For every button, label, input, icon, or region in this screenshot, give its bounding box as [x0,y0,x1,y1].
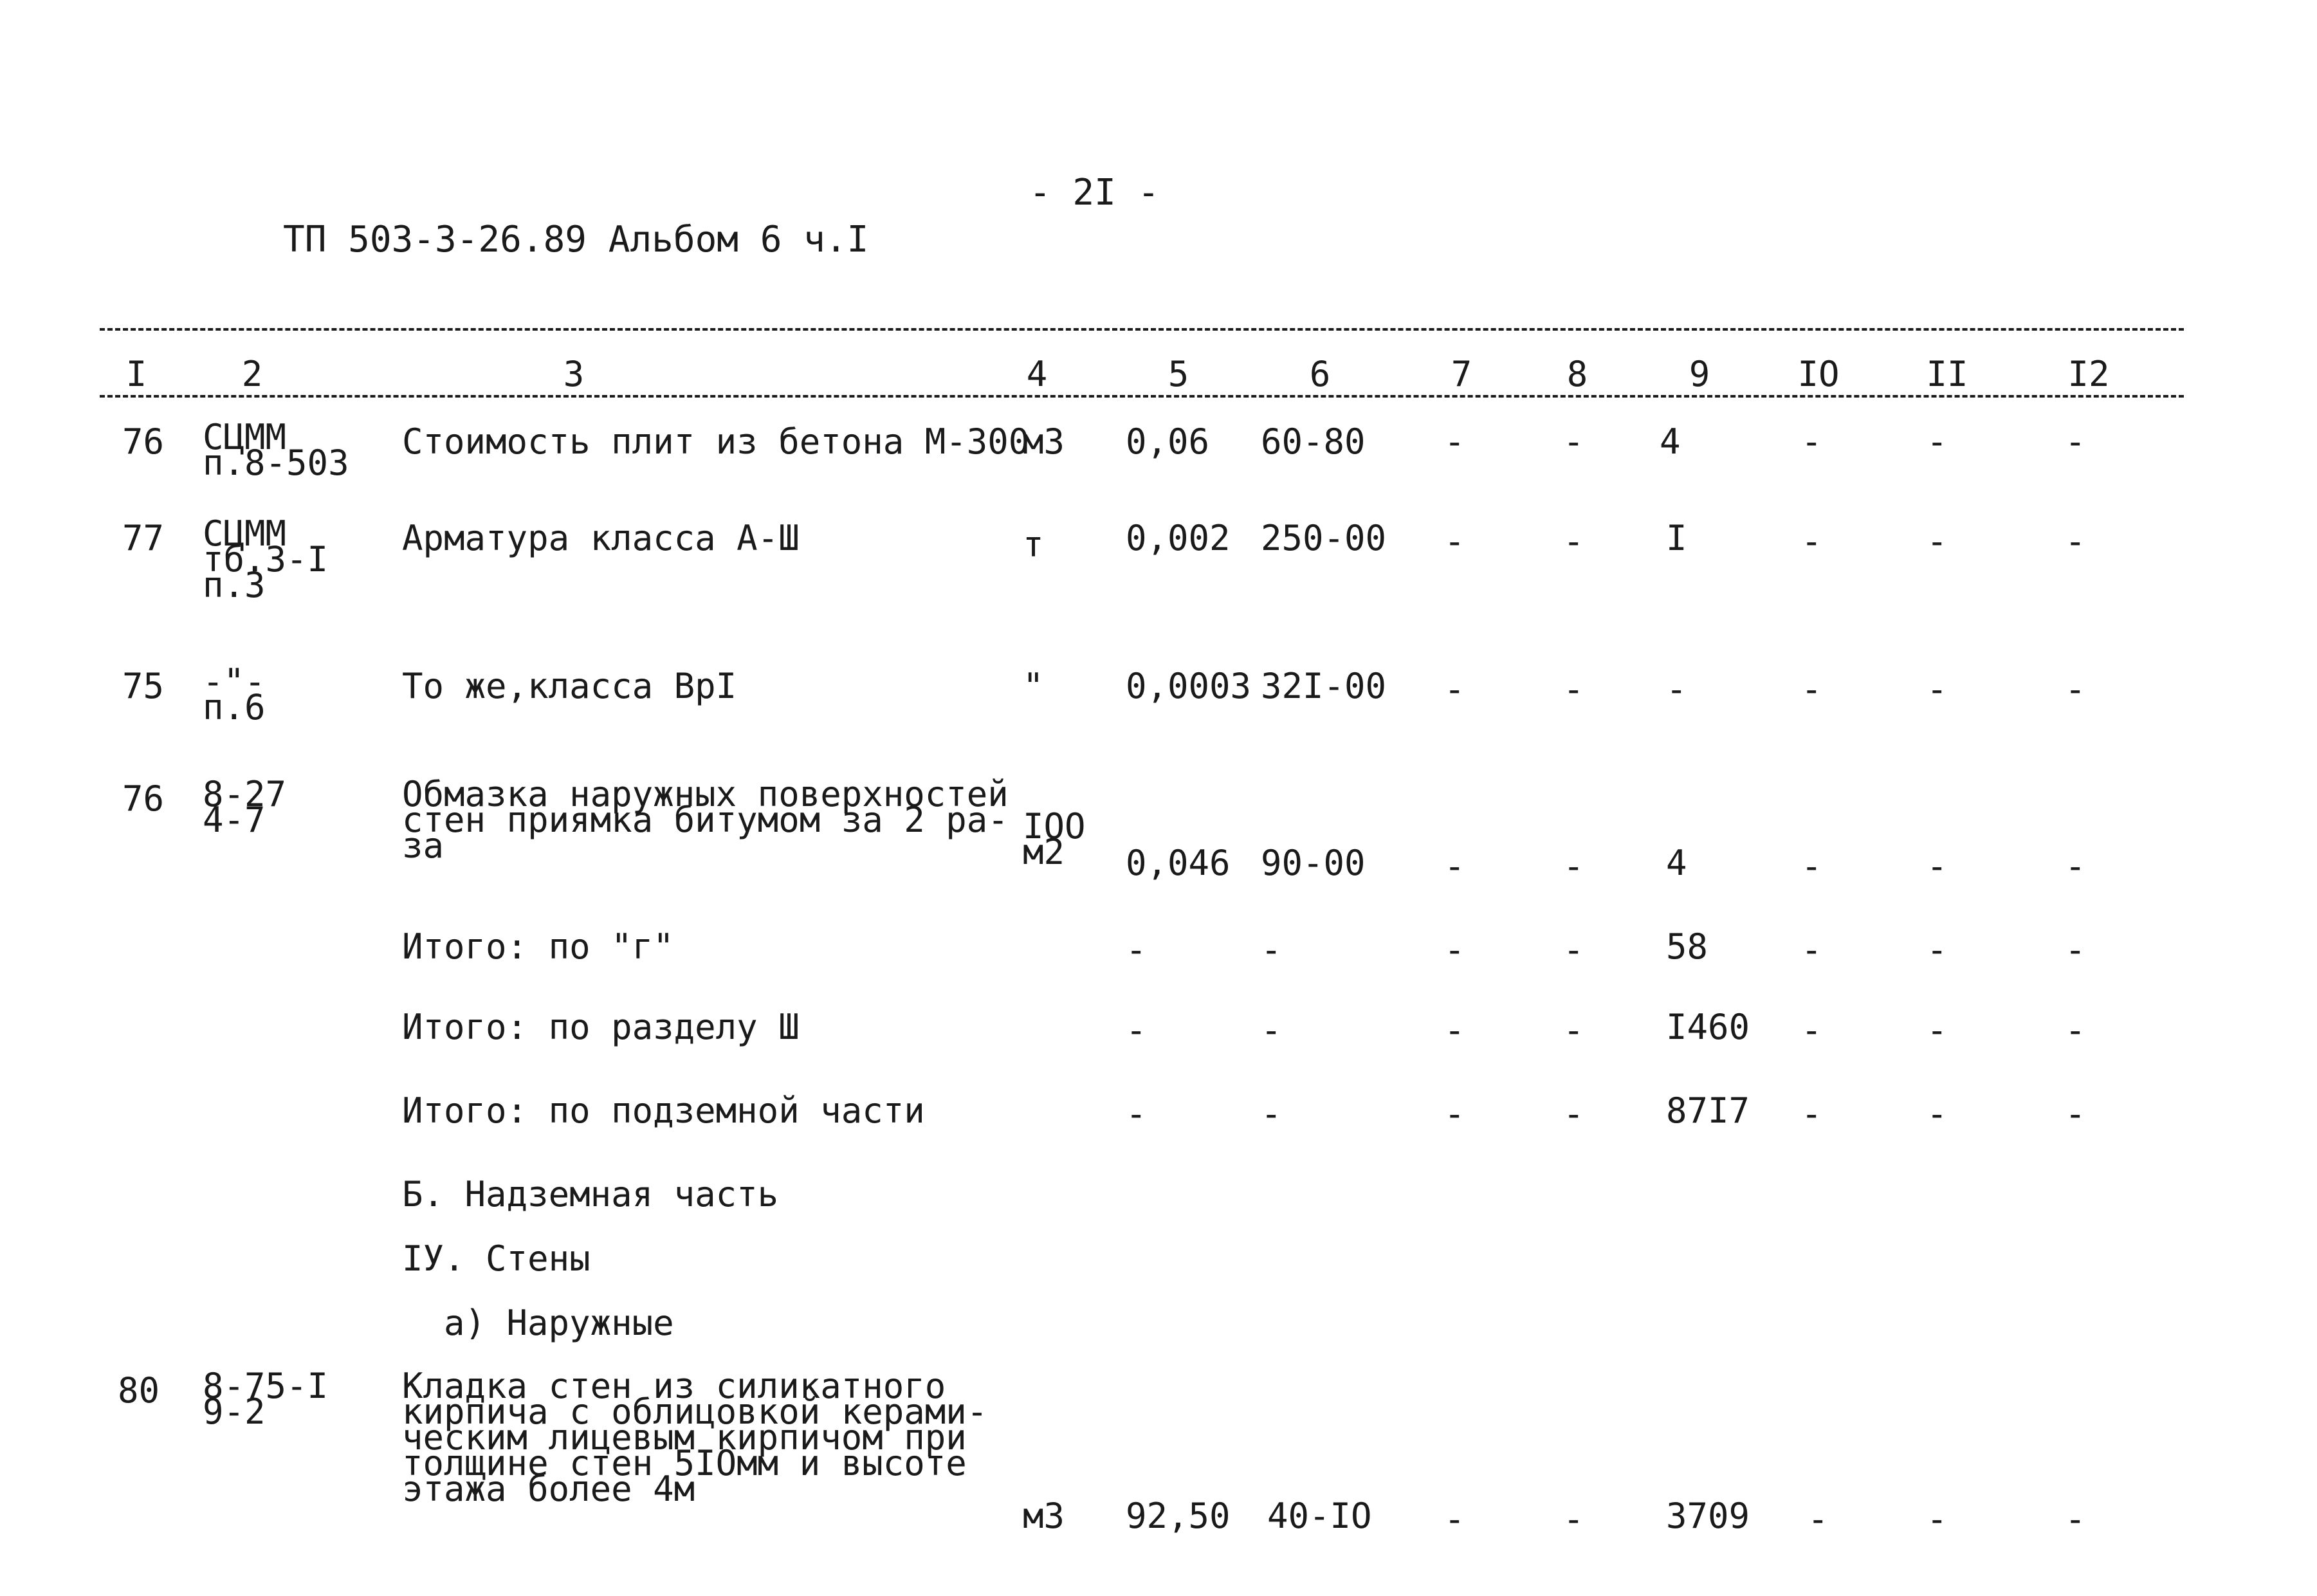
total-col12: - [2065,1094,2086,1134]
col-header-8: 8 [1566,354,1588,394]
row-number: 77 [122,518,165,558]
total-col9: I460 [1666,1007,1750,1047]
row-col5: 0,06 [1126,421,1210,462]
row-col11: - [1927,669,1948,710]
total-col10: - [1801,1010,1822,1050]
row-name: То же,класса ВрI [402,666,737,706]
row-col6: 250-00 [1261,518,1387,558]
row-col8: - [1563,669,1584,710]
row-col5: 0,0003 [1126,666,1252,706]
row-number: 75 [122,666,165,706]
row-name: Арматура класса А-Ш [402,518,800,558]
total-col5: - [1126,1094,1147,1134]
row-col12: - [2065,1499,2086,1539]
total-label: Итого: по "г" [402,926,674,967]
row-number: 76 [122,778,165,819]
total-col6: - [1261,930,1282,970]
total-col8: - [1563,1094,1584,1134]
row-col10: - [1801,421,1822,462]
page-number: - 2I - [1029,172,1160,214]
total-col12: - [2065,930,2086,970]
col-header-12: I2 [2067,354,2110,394]
row-code: 8-27 4-7 [203,774,287,840]
total-col11: - [1927,1094,1948,1134]
row-col7: - [1444,1499,1465,1539]
total-col11: - [1927,1010,1948,1050]
row-code: СЦММ п.8-503 [203,417,349,483]
row-col11: - [1927,846,1948,886]
row-col7: - [1444,521,1465,562]
row-col9: - [1666,669,1687,710]
row-code: 8-75-I 9-2 [203,1366,329,1432]
row-number: 80 [118,1370,160,1411]
row-col12: - [2065,521,2086,562]
row-name: Обмазка наружных поверхностей стен приямка битумом за 2 ра- за [402,774,1009,866]
total-col10: - [1801,1094,1822,1134]
row-col5: 92,50 [1126,1496,1231,1536]
document-title: ТП 503-3-26.89 Альбом 6 ч.I [283,219,869,261]
row-unit: м3 [1023,1496,1065,1536]
col-header-4: 4 [1026,354,1048,394]
row-col7: - [1444,421,1465,462]
row-unit: " [1023,666,1044,706]
row-code: СЦММ тб.3-I п.3 [203,513,329,605]
row-col10: - [1801,846,1822,886]
row-col11: - [1927,421,1948,462]
total-col12: - [2065,1010,2086,1050]
row-col8: - [1563,521,1584,562]
row-col10: - [1808,1499,1829,1539]
row-col9: 3709 [1666,1496,1750,1536]
total-col9: 87I7 [1666,1090,1750,1131]
col-header-5: 5 [1168,354,1189,394]
total-col7: - [1444,930,1465,970]
col-header-3: 3 [563,354,585,394]
row-col5: 0,046 [1126,843,1231,883]
row-col8: - [1563,1499,1584,1539]
row-col12: - [2065,421,2086,462]
table-header-rule [100,395,2184,398]
subsection-heading-exterior: а) Наружные [444,1303,674,1343]
total-label: Итого: по подземной части [402,1090,925,1131]
section-heading-part-b: Б. Надземная часть [402,1174,779,1215]
row-col8: - [1563,421,1584,462]
row-col10: - [1801,669,1822,710]
row-col10: - [1801,521,1822,562]
row-col7: - [1444,669,1465,710]
row-col7: - [1444,846,1465,886]
total-col7: - [1444,1010,1465,1050]
total-col6: - [1261,1094,1282,1134]
row-col9: 4 [1666,843,1687,883]
row-col11: - [1927,1499,1948,1539]
col-header-11: II [1926,354,1968,394]
col-header-6: 6 [1309,354,1331,394]
col-header-2: 2 [241,354,263,394]
total-col6: - [1261,1010,1282,1050]
col-header-9: 9 [1689,354,1710,394]
row-col9: 4 [1660,421,1681,462]
col-header-7: 7 [1451,354,1472,394]
total-col10: - [1801,930,1822,970]
total-col5: - [1126,930,1147,970]
row-col5: 0,002 [1126,518,1231,558]
row-col12: - [2065,669,2086,710]
row-unit: т [1023,524,1044,565]
total-col9: 58 [1666,926,1708,967]
row-col6: 90-00 [1261,843,1366,883]
row-col11: - [1927,521,1948,562]
total-col7: - [1444,1094,1465,1134]
total-col5: - [1126,1010,1147,1050]
row-col12: - [2065,846,2086,886]
col-header-1: I [125,354,147,394]
row-col6: 40-IO [1267,1496,1372,1536]
row-code: -"- п.6 [203,661,266,728]
row-col6: 60-80 [1261,421,1366,462]
total-label: Итого: по разделу Ш [402,1007,800,1047]
row-col9: I [1666,518,1687,558]
row-col6: 32I-00 [1261,666,1387,706]
total-col8: - [1563,1010,1584,1050]
row-unit: IOO м2 [1023,806,1086,872]
row-name: Стоимость плит из бетона М-300 [402,421,1030,462]
row-name: Кладка стен из силикатного кирпича с облицовкой керами- ческим лицевым кирпичом при толщине стен 5IOмм и высоте этажа более 4м [402,1366,988,1509]
row-number: 76 [122,421,165,462]
table-top-rule [100,328,2184,331]
section-heading-walls: IУ. Стены [402,1238,591,1279]
total-col11: - [1927,930,1948,970]
row-unit: м3 [1023,421,1065,462]
row-col8: - [1563,846,1584,886]
col-header-10: IO [1797,354,1840,394]
total-col8: - [1563,930,1584,970]
